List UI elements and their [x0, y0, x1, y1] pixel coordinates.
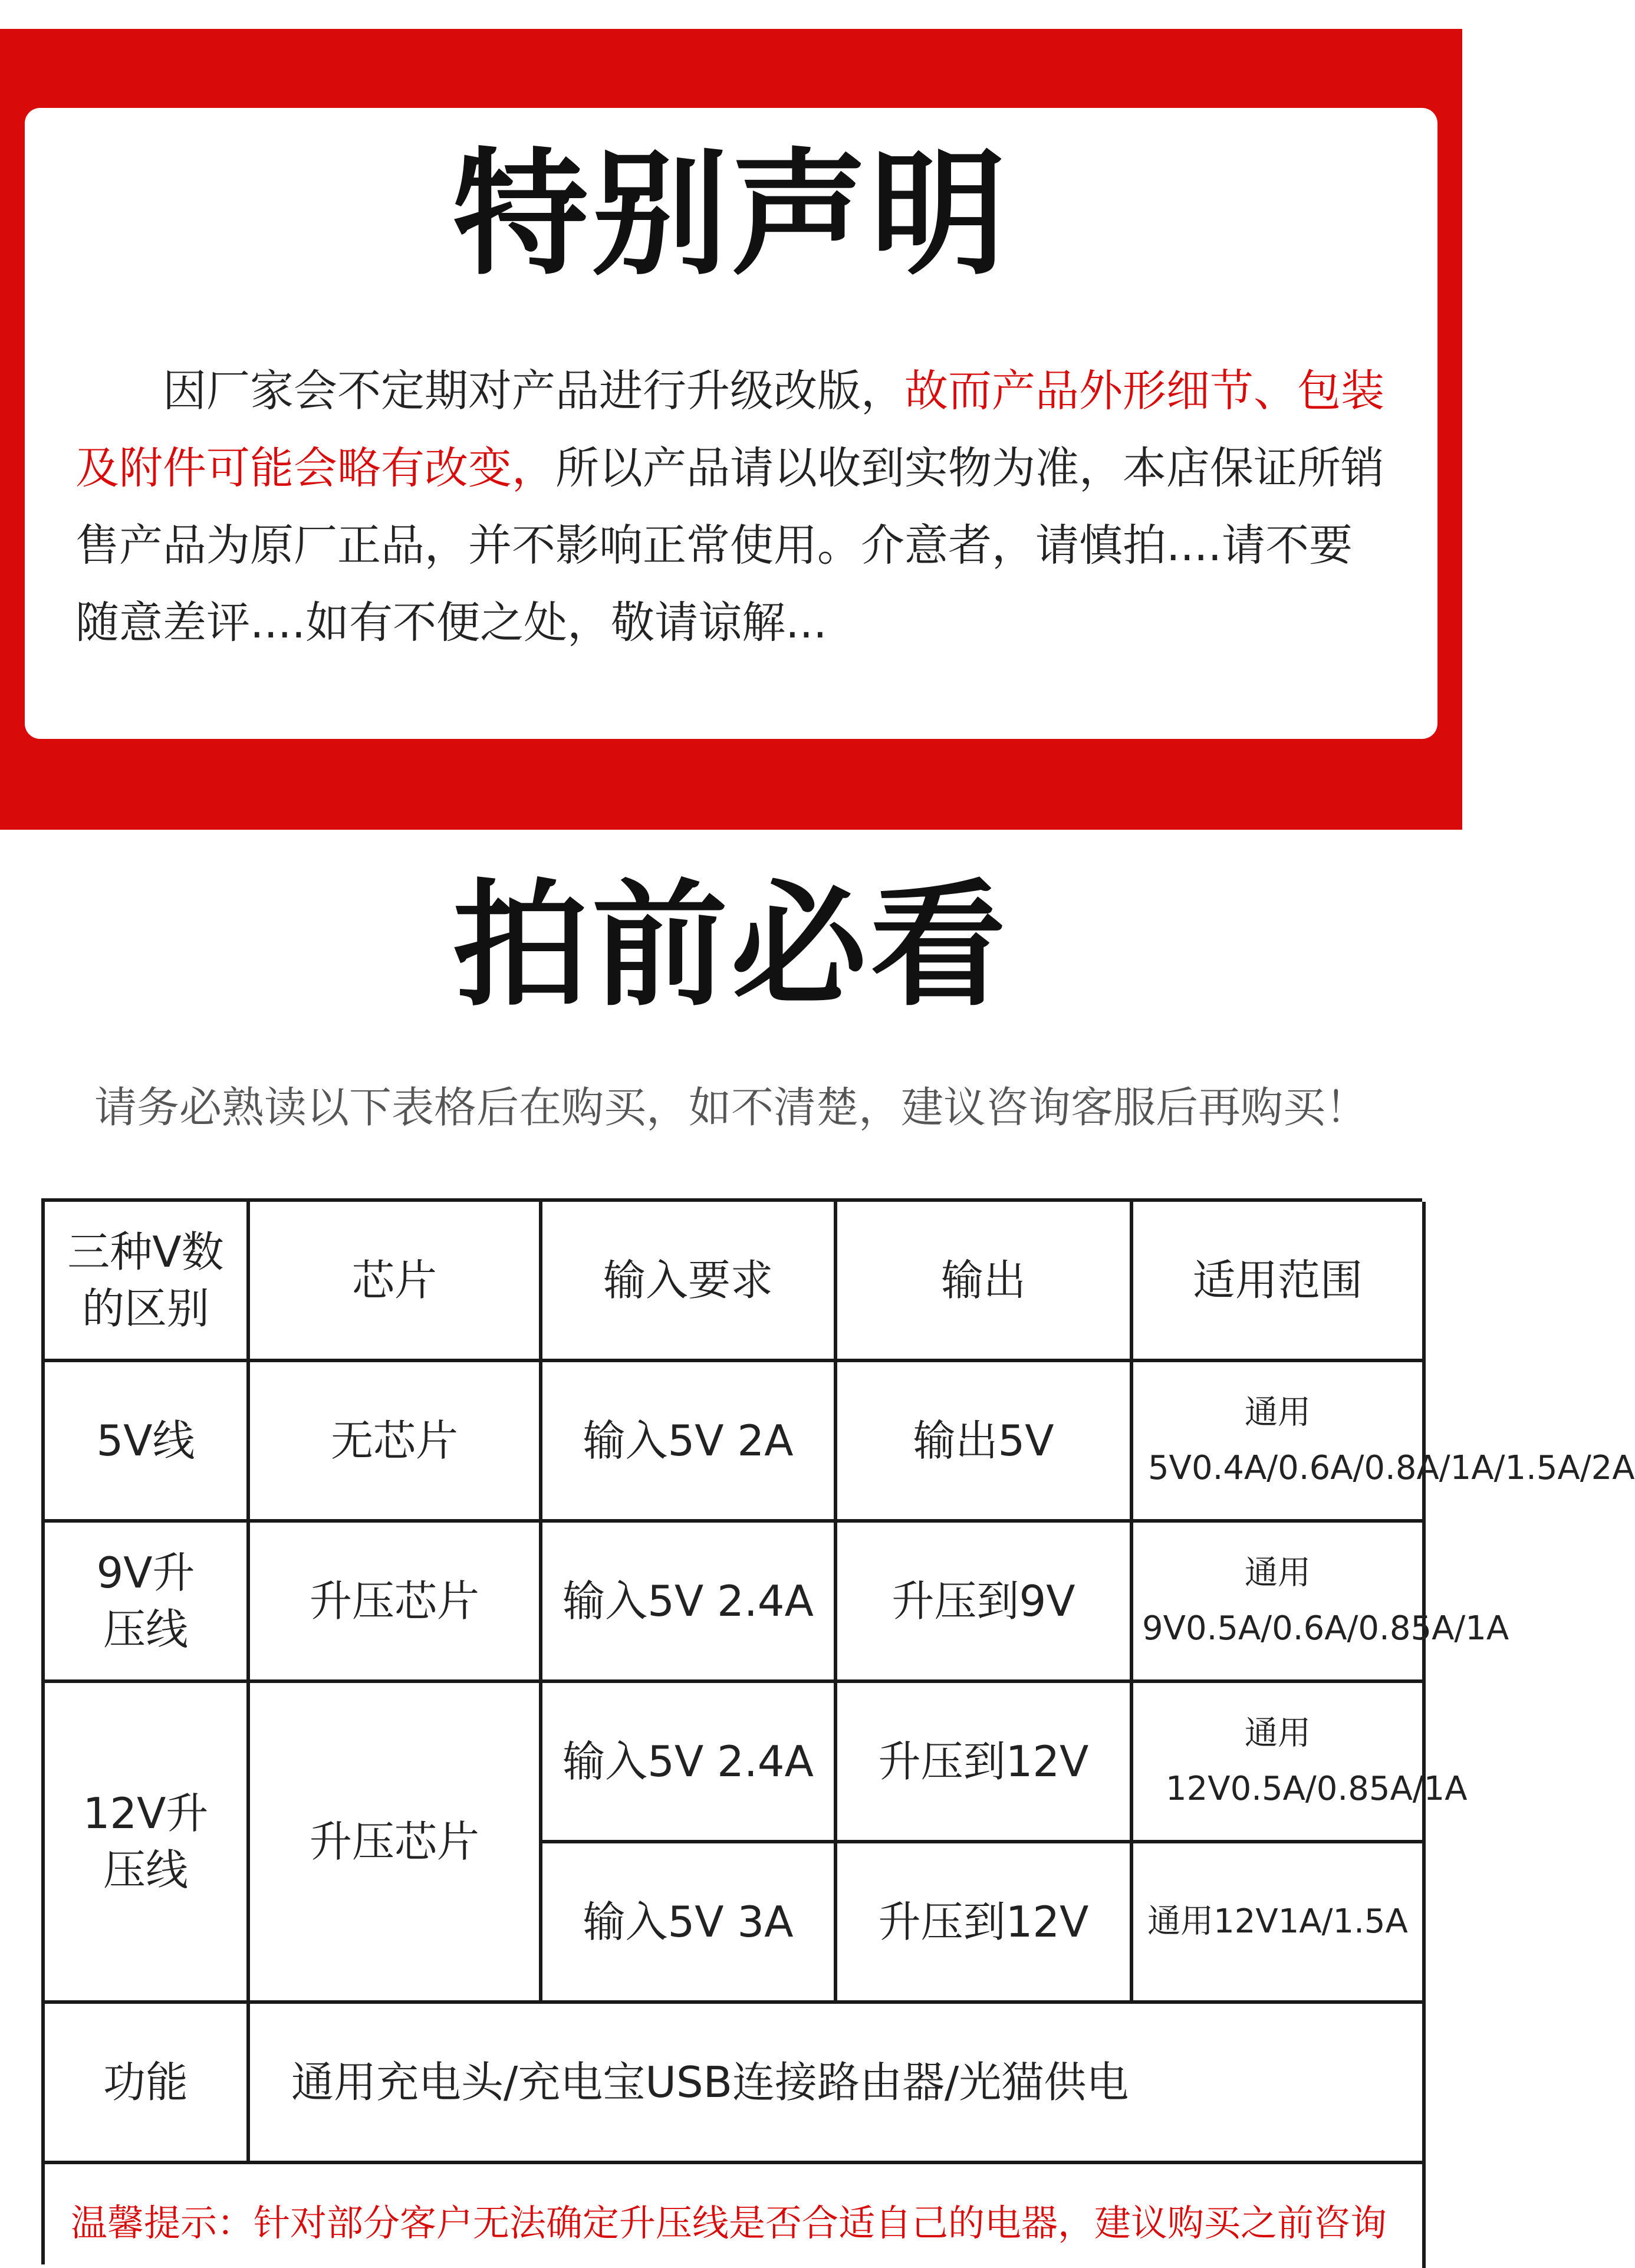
- header-output: 输出: [837, 1202, 1133, 1362]
- header-chip: 芯片: [250, 1202, 542, 1362]
- section-subtitle: 请务必熟读以下表格后在购买，如不清楚，建议咨询客服后再购买！: [94, 1083, 1368, 1132]
- function-value: 通用充电头/充电宝USB连接路由器/光猫供电: [250, 2004, 1426, 2164]
- notice-text-rest: 所以产品请以收到实物为准，本店保证所销售产品为原厂正品，并不影响正常使用。介意者，请慎拍....请不要随意差评....如有不便之处，敬请谅解...: [75, 443, 1384, 648]
- cell-type: 5V线: [45, 1362, 250, 1523]
- cell-chip: 升压芯片: [250, 1683, 542, 2004]
- cell-range: 通用9V0.5A/0.6A/0.85A/1A: [1133, 1523, 1426, 1683]
- cell-type: 12V升压线: [45, 1683, 250, 2004]
- comparison-table: [41, 1198, 1635, 2264]
- cell-range: 通用12V1A/1.5A: [1133, 1843, 1426, 2004]
- header-input: 输入要求: [542, 1202, 837, 1362]
- cell-output: 升压到12V: [837, 1843, 1133, 2004]
- cell-chip: 无芯片: [250, 1362, 542, 1523]
- header-type: 三种V数的区别: [45, 1202, 250, 1362]
- warm-tip: 温馨提示：针对部分客户无法确定升压线是否合适自己的电器，建议购买之前咨询: [45, 2164, 1426, 2268]
- cell-type: 9V升压线: [45, 1523, 250, 1683]
- cell-input: 输入5V 2.4A: [542, 1523, 837, 1683]
- notice-text-normal: 因厂家会不定期对产品进行升级改版，: [163, 366, 904, 416]
- section-title: 拍前必看: [452, 867, 1009, 1025]
- cell-range: 通用12V0.5A/0.85A/1A: [1133, 1683, 1426, 1843]
- cell-output: 输出5V: [837, 1362, 1133, 1523]
- cell-input: 输入5V 3A: [542, 1843, 837, 2004]
- cell-output: 升压到12V: [837, 1683, 1133, 1843]
- cell-range: 通用5V0.4A/0.6A/0.8A/1A/1.5A/2A: [1133, 1362, 1426, 1523]
- notice-text-highlight: 故而产品外形细节、包装及附件可能会略有改变，: [75, 366, 1384, 494]
- cell-input: 输入5V 2.4A: [542, 1683, 837, 1843]
- header-range: 适用范围: [1133, 1202, 1426, 1362]
- notice-title: 特别声明: [452, 136, 1009, 294]
- cell-chip: 升压芯片: [250, 1523, 542, 1683]
- notice-text: [75, 353, 1396, 662]
- cell-input: 输入5V 2A: [542, 1362, 837, 1523]
- cell-output: 升压到9V: [837, 1523, 1133, 1683]
- function-label: 功能: [45, 2004, 250, 2164]
